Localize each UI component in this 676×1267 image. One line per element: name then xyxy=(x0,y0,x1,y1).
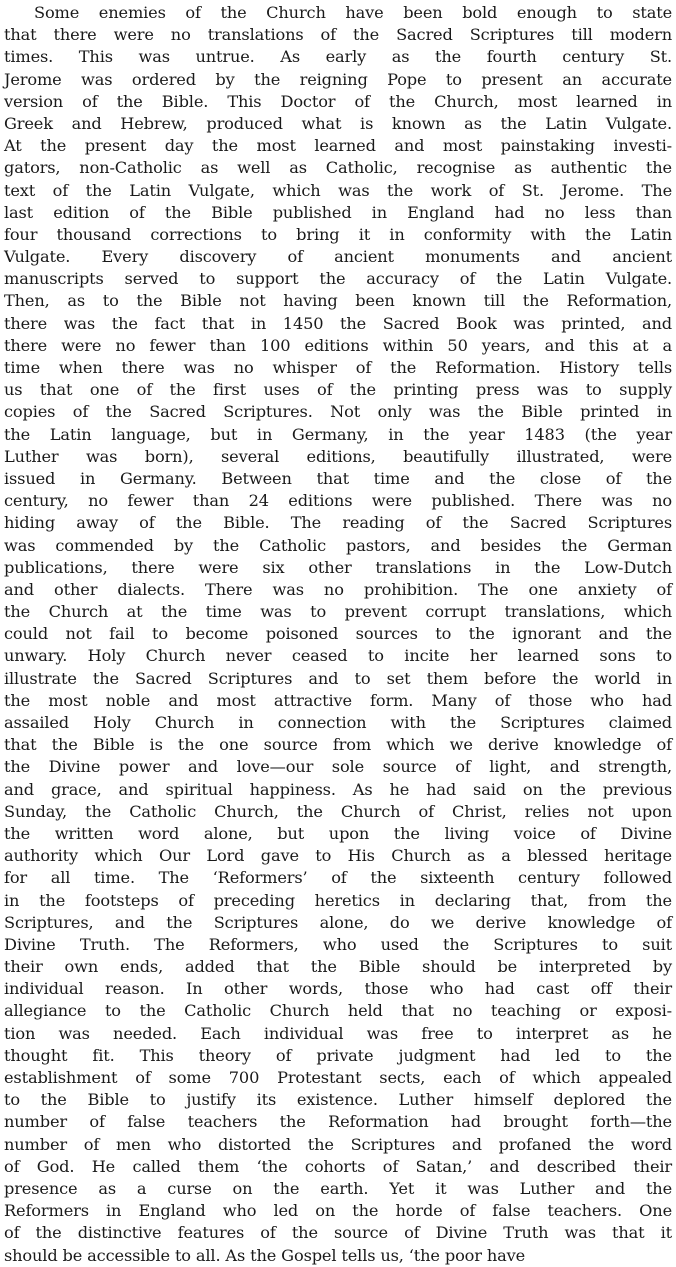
text-line: Reformers in England who led on the horde of false teachers. One xyxy=(4,1201,672,1221)
text-line: establishment of some 700 Protestant sects, each of which appealed xyxy=(4,1068,672,1087)
text-line: text of the Latin Vulgate, which was the work of St. Jerome. The xyxy=(4,180,672,200)
text-line: number of men who distorted the Scriptures and profaned the word xyxy=(4,1134,672,1154)
text-line: the most noble and most attractive form. Many of those who had xyxy=(4,690,672,710)
text-line: Sunday, the Catholic Church, the Church of Christ, relies not upon xyxy=(4,801,672,821)
text-line: last edition of the Bible published in England had no less than xyxy=(4,202,672,222)
text-line: century, no fewer than 24 editions were published. There was no xyxy=(4,491,672,511)
text-line: illustrate the Sacred Scriptures and to set them before the world in xyxy=(4,668,672,688)
text-line: Scriptures, and the Scriptures alone, do we derive knowledge of xyxy=(4,912,672,932)
text-line: Some enemies of the Church have been bold enough to state xyxy=(34,3,672,22)
text-line: issued in Germany. Between that time and the close of the xyxy=(4,468,672,488)
text-line: presence as a curse on the earth. Yet it was Luther and the xyxy=(4,1178,672,1198)
text-line: there were no fewer than 100 editions within 50 years, and this at a xyxy=(4,335,672,355)
text-line: the Latin language, but in Germany, in the year 1483 (the year xyxy=(4,424,672,444)
text-line: there was the fact that in 1450 the Sacred Book was printed, and xyxy=(4,313,672,333)
text-line: version of the Bible. This Doctor of the Church, most learned in xyxy=(4,91,672,111)
text-line: should be accessible to all. As the Gospel tells us, ‘the poor have xyxy=(4,1245,526,1265)
text-line: that the Bible is the one source from which we derive knowledge of xyxy=(4,735,672,755)
text-line: publications, there were six other translations in the Low-Dutch xyxy=(4,557,672,577)
text-line: Jerome was ordered by the reigning Pope to present an accurate xyxy=(4,69,672,89)
text-line: individual reason. In other words, those who had cast off their xyxy=(4,979,672,999)
text-line: could not fail to become poisoned sources to the ignorant and the xyxy=(4,624,672,644)
text-line: At the present day the most learned and most painstaking investi- xyxy=(4,136,672,156)
text-line: that there were no translations of the Sacred Scriptures till modern xyxy=(4,25,672,45)
text-line: and grace, and spiritual happiness. As he had said on the previous xyxy=(4,779,672,799)
text-line: in the footsteps of preceding heretics in declaring that, from the xyxy=(4,890,672,910)
text-line: hiding away of the Bible. The reading of the Sacred Scriptures xyxy=(4,513,672,533)
text-line: allegiance to the Catholic Church held that no teaching or exposi- xyxy=(4,1001,672,1021)
text-line: Then, as to the Bible not having been known till the Reformation, xyxy=(4,291,672,311)
text-line: for all time. The ‘Reformers’ of the sixteenth century followed xyxy=(4,868,672,888)
text-line: the written word alone, but upon the living voice of Divine xyxy=(4,823,672,843)
text-line: and other dialects. There was no prohibition. The one anxiety of xyxy=(4,579,672,599)
text-line: their own ends, added that the Bible should be interpreted by xyxy=(4,957,672,977)
text-line: copies of the Sacred Scriptures. Not only was the Bible printed in xyxy=(4,402,672,422)
text-line: manuscripts served to support the accuracy of the Latin Vulgate. xyxy=(4,269,672,289)
text-line: the Church at the time was to prevent corrupt translations, which xyxy=(4,602,672,622)
text-line: number of false teachers the Reformation had brought forth—the xyxy=(4,1112,672,1132)
text-line: Vulgate. Every discovery of ancient monuments and ancient xyxy=(4,247,672,267)
text-line: assailed Holy Church in connection with the Scriptures claimed xyxy=(4,713,672,732)
text-line: gators, non-Catholic as well as Catholic, recognise as authentic the xyxy=(4,158,672,178)
text-line: four thousand corrections to bring it in conformity with the Latin xyxy=(4,224,672,244)
text-line: of God. He called them ‘the cohorts of Satan,’ and described their xyxy=(4,1156,672,1176)
text-line: unwary. Holy Church never ceased to incite her learned sons to xyxy=(4,646,672,666)
text-line: was commended by the Catholic pastors, and besides the German xyxy=(4,535,672,555)
text-line: time when there was no whisper of the Reformation. History tells xyxy=(4,358,672,377)
text-line: the Divine power and love—our sole source of light, and strength, xyxy=(4,757,672,777)
text-line: of the distinctive features of the source of Divine Truth was that it xyxy=(4,1223,672,1243)
text-line: thought fit. This theory of private judgment had led to the xyxy=(4,1045,672,1065)
text-line: authority which Our Lord gave to His Church as a blessed heritage xyxy=(4,846,672,866)
text-line: Divine Truth. The Reformers, who used the Scriptures to suit xyxy=(4,934,672,954)
text-line: Luther was born), several editions, beautifully illustrated, were xyxy=(4,446,672,466)
text-line: Greek and Hebrew, produced what is known as the Latin Vulgate. xyxy=(4,113,672,133)
text-line: us that one of the first uses of the printing press was to supply xyxy=(4,380,672,400)
text-line: to the Bible to justify its existence. Luther himself deplored the xyxy=(4,1090,672,1110)
text-line: times. This was untrue. As early as the fourth century St. xyxy=(4,47,672,67)
text-line: tion was needed. Each individual was free to interpret as he xyxy=(4,1023,672,1043)
